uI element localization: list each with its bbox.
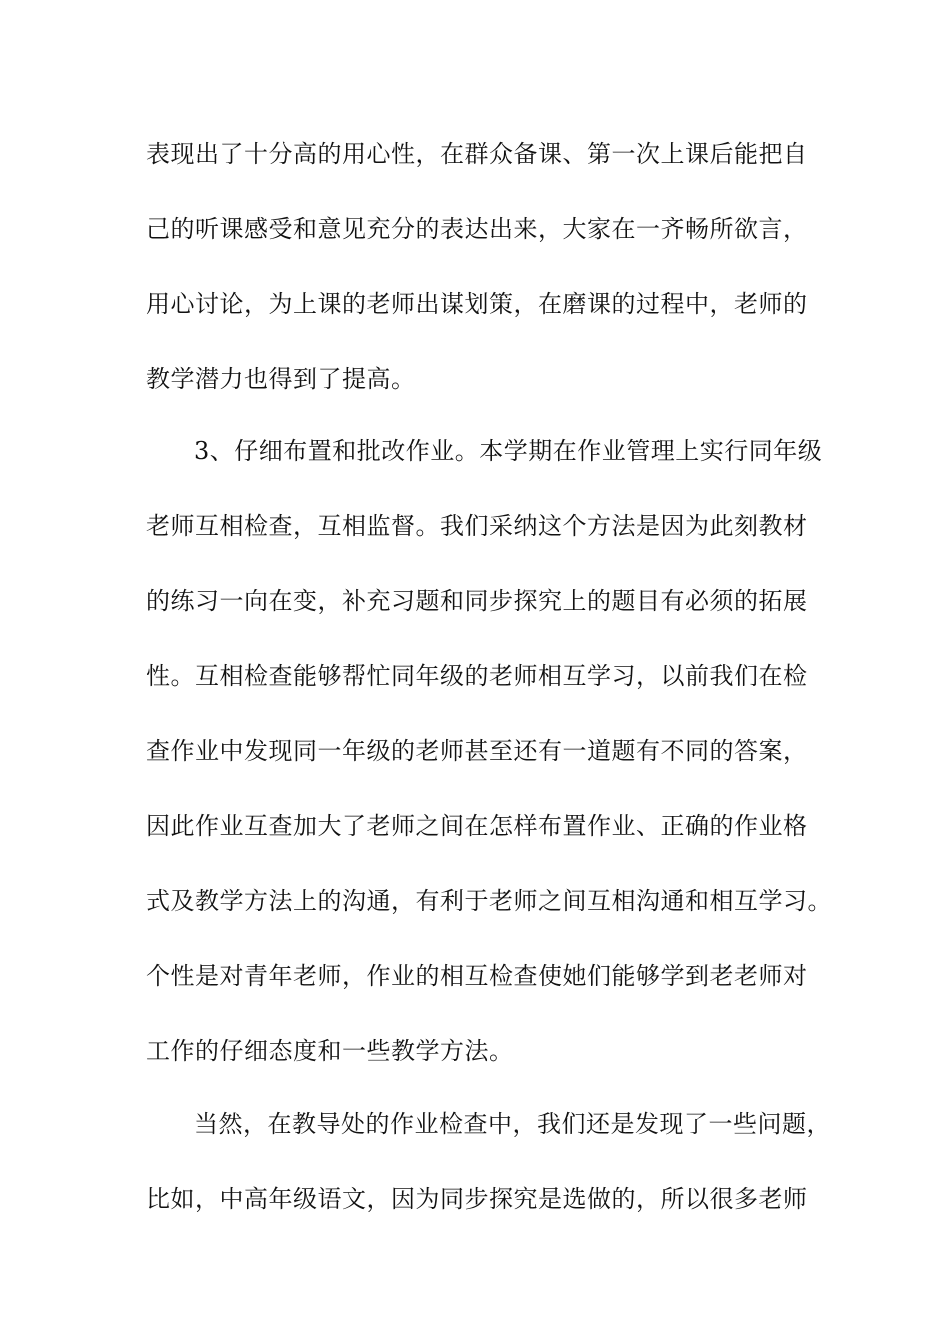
- text-line-7: 的练习一向在变，补充习题和同步探究上的题目有必须的拓展: [146, 587, 808, 615]
- text-line-6: 老师互相检查，互相监督。我们采纳这个方法是因为此刻教材: [146, 512, 808, 540]
- text-line-8: 性。互相检查能够帮忙同年级的老师相互学习，以前我们在检: [146, 662, 808, 690]
- text-line-9: 查作业中发现同一年级的老师甚至还有一道题有不同的答案，: [146, 737, 808, 765]
- paragraph-start-dangran: 当然，在教导处的作业检查中，我们还是发现了一些问题，: [194, 1110, 831, 1138]
- text-line-10: 因此作业互查加大了老师之间在怎样布置作业、正确的作业格: [146, 812, 808, 840]
- text-line-4: 教学潜力也得到了提高。: [146, 365, 416, 393]
- paragraph-start-3: 3、仔细布置和批改作业。本学期在作业管理上实行同年级: [194, 437, 823, 465]
- text-line-11: 式及教学方法上的沟通，有利于老师之间互相沟通和相互学习。: [146, 887, 832, 915]
- text-line-2: 己的听课感受和意见充分的表达出来，大家在一齐畅所欲言，: [146, 215, 808, 243]
- text-line-1: 表现出了十分高的用心性，在群众备课、第一次上课后能把自: [146, 140, 808, 168]
- text-line-3: 用心讨论，为上课的老师出谋划策，在磨课的过程中，老师的: [146, 290, 808, 318]
- text-line-13: 工作的仔细态度和一些教学方法。: [146, 1037, 514, 1065]
- text-line-15: 比如，中高年级语文，因为同步探究是选做的，所以很多老师: [146, 1185, 808, 1213]
- text-line-12: 个性是对青年老师，作业的相互检查使她们能够学到老老师对: [146, 962, 808, 990]
